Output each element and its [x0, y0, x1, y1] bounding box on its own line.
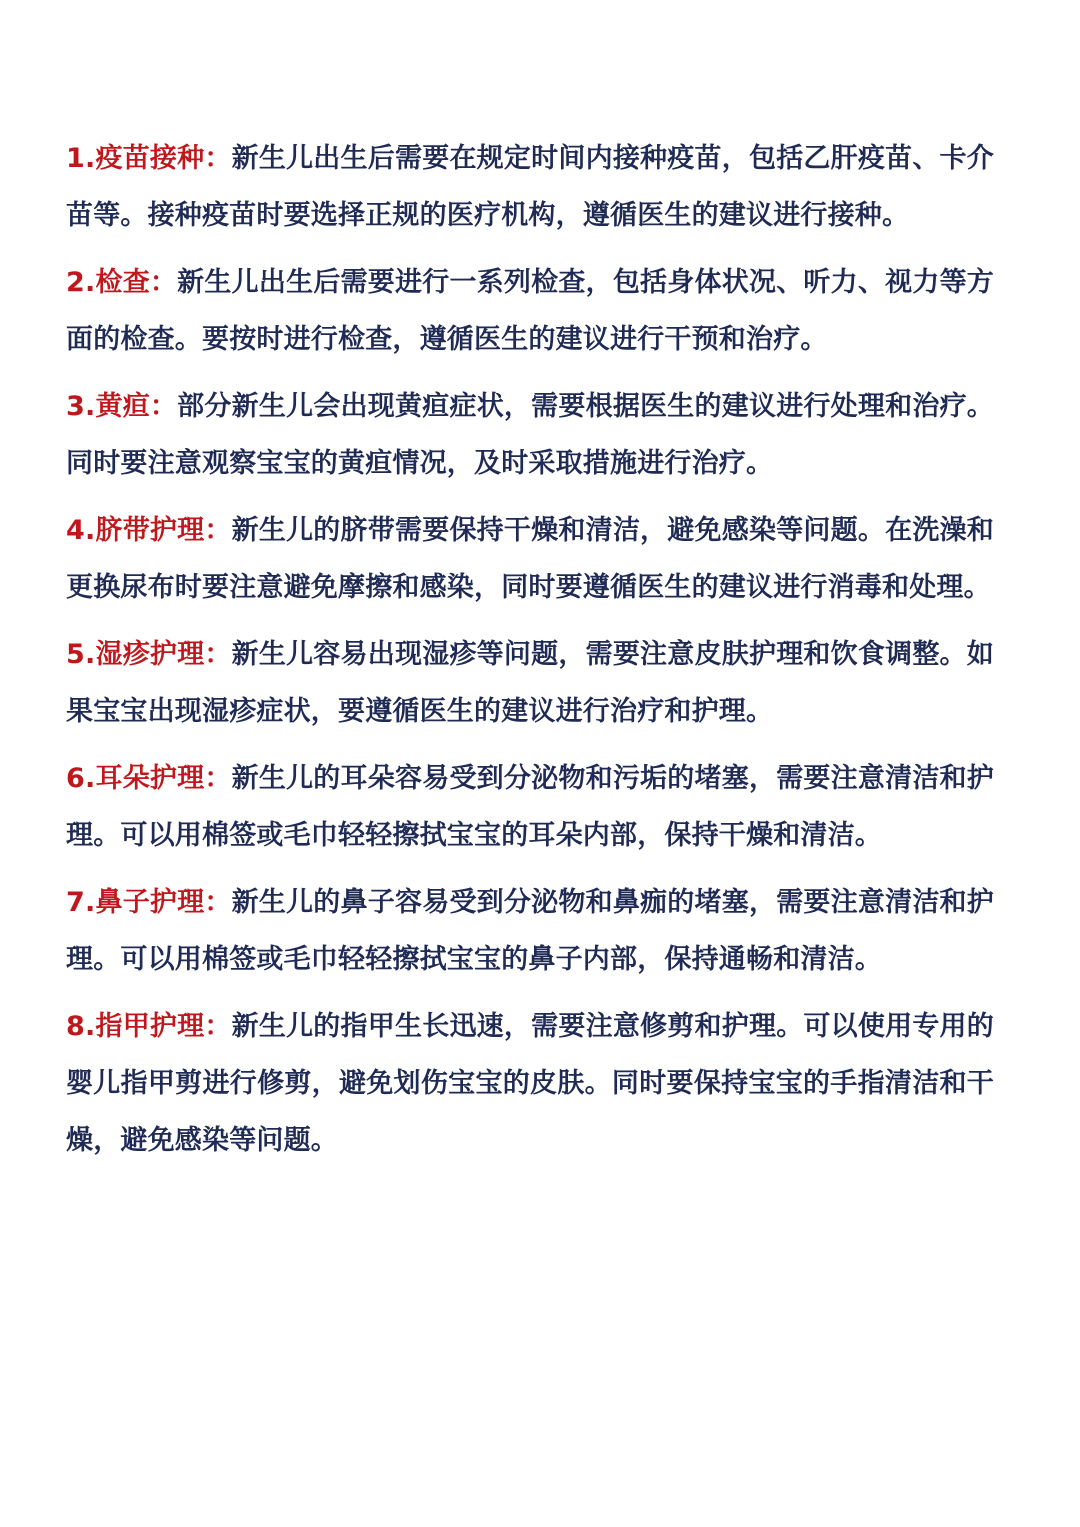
tip-nose-care [66, 874, 994, 988]
tip-umbilical-care [66, 502, 994, 616]
tip-label: 8.指甲护理： [66, 1011, 232, 1042]
tip-label: 7.鼻子护理： [66, 887, 232, 918]
tip-text: 新生儿的鼻子容易受到分泌物和鼻痂的堵塞，需要注意清洁和护理。可以用棉签或毛巾轻轻擦拭宝宝的鼻子内部，保持通畅和清洁。 [66, 887, 994, 975]
tip-label: 1.疫苗接种： [66, 143, 232, 174]
tip-text: 新生儿的指甲生长迅速，需要注意修剪和护理。可以使用专用的婴儿指甲剪进行修剪，避免划伤宝宝的皮肤。同时要保持宝宝的手指清洁和干燥，避免感染等问题。 [66, 1011, 994, 1156]
tip-ear-care [66, 750, 994, 864]
tip-label: 3.黄疸： [66, 391, 178, 422]
tip-text: 新生儿出生后需要在规定时间内接种疫苗，包括乙肝疫苗、卡介苗等。接种疫苗时要选择正规的医疗机构，遵循医生的建议进行接种。 [66, 143, 994, 231]
tip-text: 新生儿出生后需要进行一系列检查，包括身体状况、听力、视力等方面的检查。要按时进行检查，遵循医生的建议进行干预和治疗。 [66, 267, 995, 355]
tip-text: 部分新生儿会出现黄疸症状，需要根据医生的建议进行处理和治疗。同时要注意观察宝宝的黄疸情况，及时采取措施进行治疗。 [66, 391, 995, 479]
tip-text: 新生儿容易出现湿疹等问题，需要注意皮肤护理和饮食调整。如果宝宝出现湿疹症状，要遵循医生的建议进行治疗和护理。 [66, 639, 994, 727]
tip-text: 新生儿的脐带需要保持干燥和清洁，避免感染等问题。在洗澡和更换尿布时要注意避免摩擦和感染，同时要遵循医生的建议进行消毒和处理。 [66, 515, 994, 603]
care-tips-list [66, 130, 994, 1179]
tip-vaccination [66, 130, 994, 244]
tip-label: 6.耳朵护理： [66, 763, 232, 794]
tip-nail-care [66, 998, 994, 1169]
tip-label: 5.湿疹护理： [66, 639, 232, 670]
tip-text: 新生儿的耳朵容易受到分泌物和污垢的堵塞，需要注意清洁和护理。可以用棉签或毛巾轻轻擦拭宝宝的耳朵内部，保持干燥和清洁。 [66, 763, 994, 851]
tip-checkup [66, 254, 994, 368]
tip-label: 2.检查： [66, 267, 178, 298]
tip-label: 4.脐带护理： [66, 515, 232, 546]
tip-jaundice [66, 378, 994, 492]
tip-eczema-care [66, 626, 994, 740]
